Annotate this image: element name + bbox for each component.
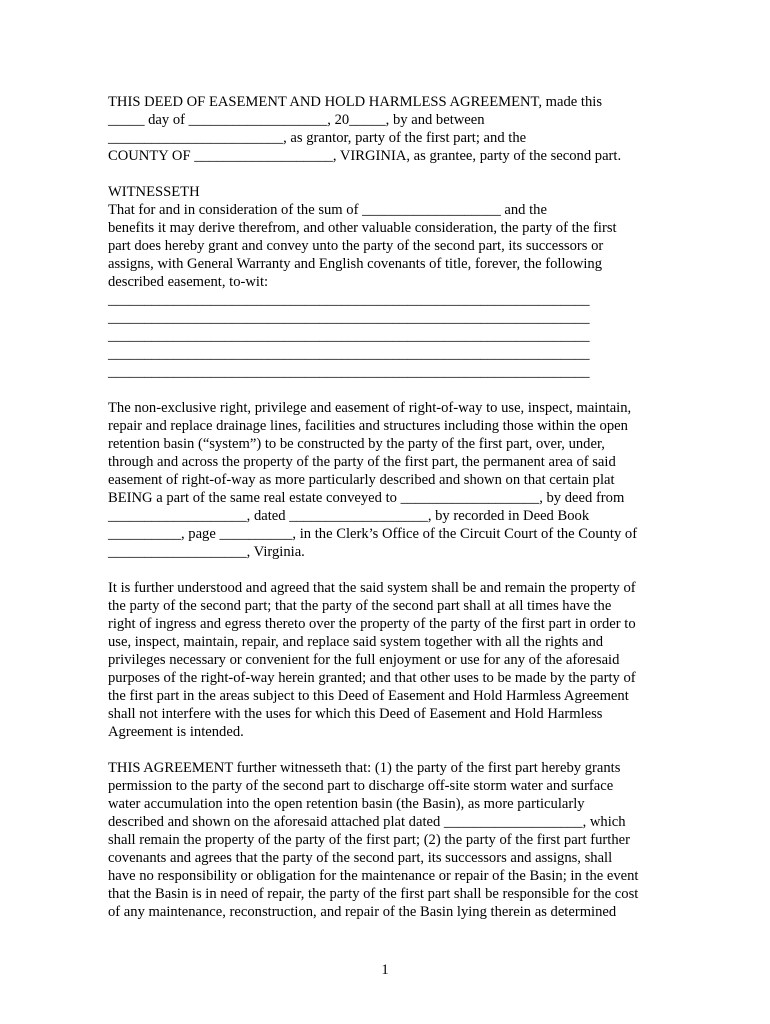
further-line: Agreement is intended. [108,724,244,740]
easement-line: __________, page __________, in the Clerk’s Office of the Circuit Court of the County of [108,526,638,542]
agreement-line: described and shown on the aforesaid attached plat dated ___________________, which [108,814,626,830]
agreement-line: THIS AGREEMENT further witnesseth that: (1) the party of the first part hereby grants [108,760,621,776]
document-body [108,93,668,921]
further-agreement-paragraph [108,579,668,741]
blank-line: __________________________________________________________________ [108,346,590,362]
header-paragraph [108,93,668,165]
page-number: 1 [381,962,389,978]
easement-line: ___________________, dated ___________________, by recorded in Deed Book [108,508,590,524]
further-line: the party of the second part; that the party of the second part shall at all times have the [108,598,612,614]
agreement-line: water accumulation into the open retention basin (the Basin), as more particularly [108,796,585,812]
easement-line: repair and replace drainage lines, facilities and structures including those within the open [108,418,628,434]
blank-line: __________________________________________________________________ [108,328,590,344]
header-line: ________________________, as grantor, party of the first part; and the [108,130,527,146]
paragraph-spacer [108,381,668,399]
further-line: shall not interfere with the uses for which this Deed of Easement and Hold Harmless [108,706,603,722]
agreement-paragraph [108,759,668,921]
further-line: use, inspect, maintain, repair, and replace said system together with all the rights and [108,634,604,650]
easement-line: BEING a part of the same real estate conveyed to ___________________, by deed from [108,490,625,506]
further-line: It is further understood and agreed that the said system shall be and remain the property of [108,580,636,596]
further-line: the first part in the areas subject to this Deed of Easement and Hold Harmless Agreement [108,688,629,704]
agreement-line: permission to the party of the second part to discharge off-site storm water and surface [108,778,614,794]
header-line: THIS DEED OF EASEMENT AND HOLD HARMLESS AGREEMENT, made this [108,94,603,110]
header-line: _____ day of ___________________, 20_____, by and between [108,112,485,128]
consideration-line: That for and in consideration of the sum of ___________________ and the [108,202,547,218]
further-line: purposes of the right-of-way herein granted; and that other uses to be made by the party of [108,670,636,686]
easement-paragraph [108,399,668,561]
blank-line: __________________________________________________________________ [108,310,590,326]
consideration-line: described easement, to-wit: [108,274,269,290]
blank-line: __________________________________________________________________ [108,364,590,380]
paragraph-spacer [108,561,668,579]
agreement-line: shall remain the property of the party of the first part; (2) the party of the first part further [108,832,630,848]
consideration-paragraph [108,201,668,291]
easement-description-blanks [108,291,668,381]
consideration-line: assigns, with General Warranty and English covenants of title, forever, the following [108,256,603,272]
witnesseth-heading: WITNESSETH [108,184,200,200]
paragraph-spacer [108,165,668,183]
agreement-line: covenants and agrees that the party of the second part, its successors and assigns, shall [108,850,613,866]
blank-line: __________________________________________________________________ [108,292,590,308]
easement-line: The non-exclusive right, privilege and easement of right-of-way to use, inspect, maintain, [108,400,632,416]
header-line: COUNTY OF ___________________, VIRGINIA, as grantee, party of the second part. [108,148,622,164]
easement-line: through and across the property of the party of the first part, the permanent area of said [108,454,616,470]
consideration-line: benefits it may derive therefrom, and other valuable consideration, the party of the first [108,220,617,236]
agreement-line: that the Basin is in need of repair, the party of the first part shall be responsible for the cost [108,886,639,902]
consideration-line: part does hereby grant and convey unto the party of the second part, its successors or [108,238,604,254]
further-line: right of ingress and egress thereto over the property of the party of the first part in order to [108,616,636,632]
easement-line: retention basin (“system”) to be constructed by the party of the first part, over, under, [108,436,605,452]
paragraph-spacer [108,741,668,759]
easement-line: easement of right-of-way as more particularly described and shown on that certain plat [108,472,615,488]
easement-line: ___________________, Virginia. [108,544,305,560]
further-line: privileges necessary or convenient for the full enjoyment or use for any of the aforesaid [108,652,620,668]
agreement-line: of any maintenance, reconstruction, and repair of the Basin lying therein as determined [108,904,617,920]
agreement-line: have no responsibility or obligation for the maintenance or repair of the Basin; in the event [108,868,639,884]
